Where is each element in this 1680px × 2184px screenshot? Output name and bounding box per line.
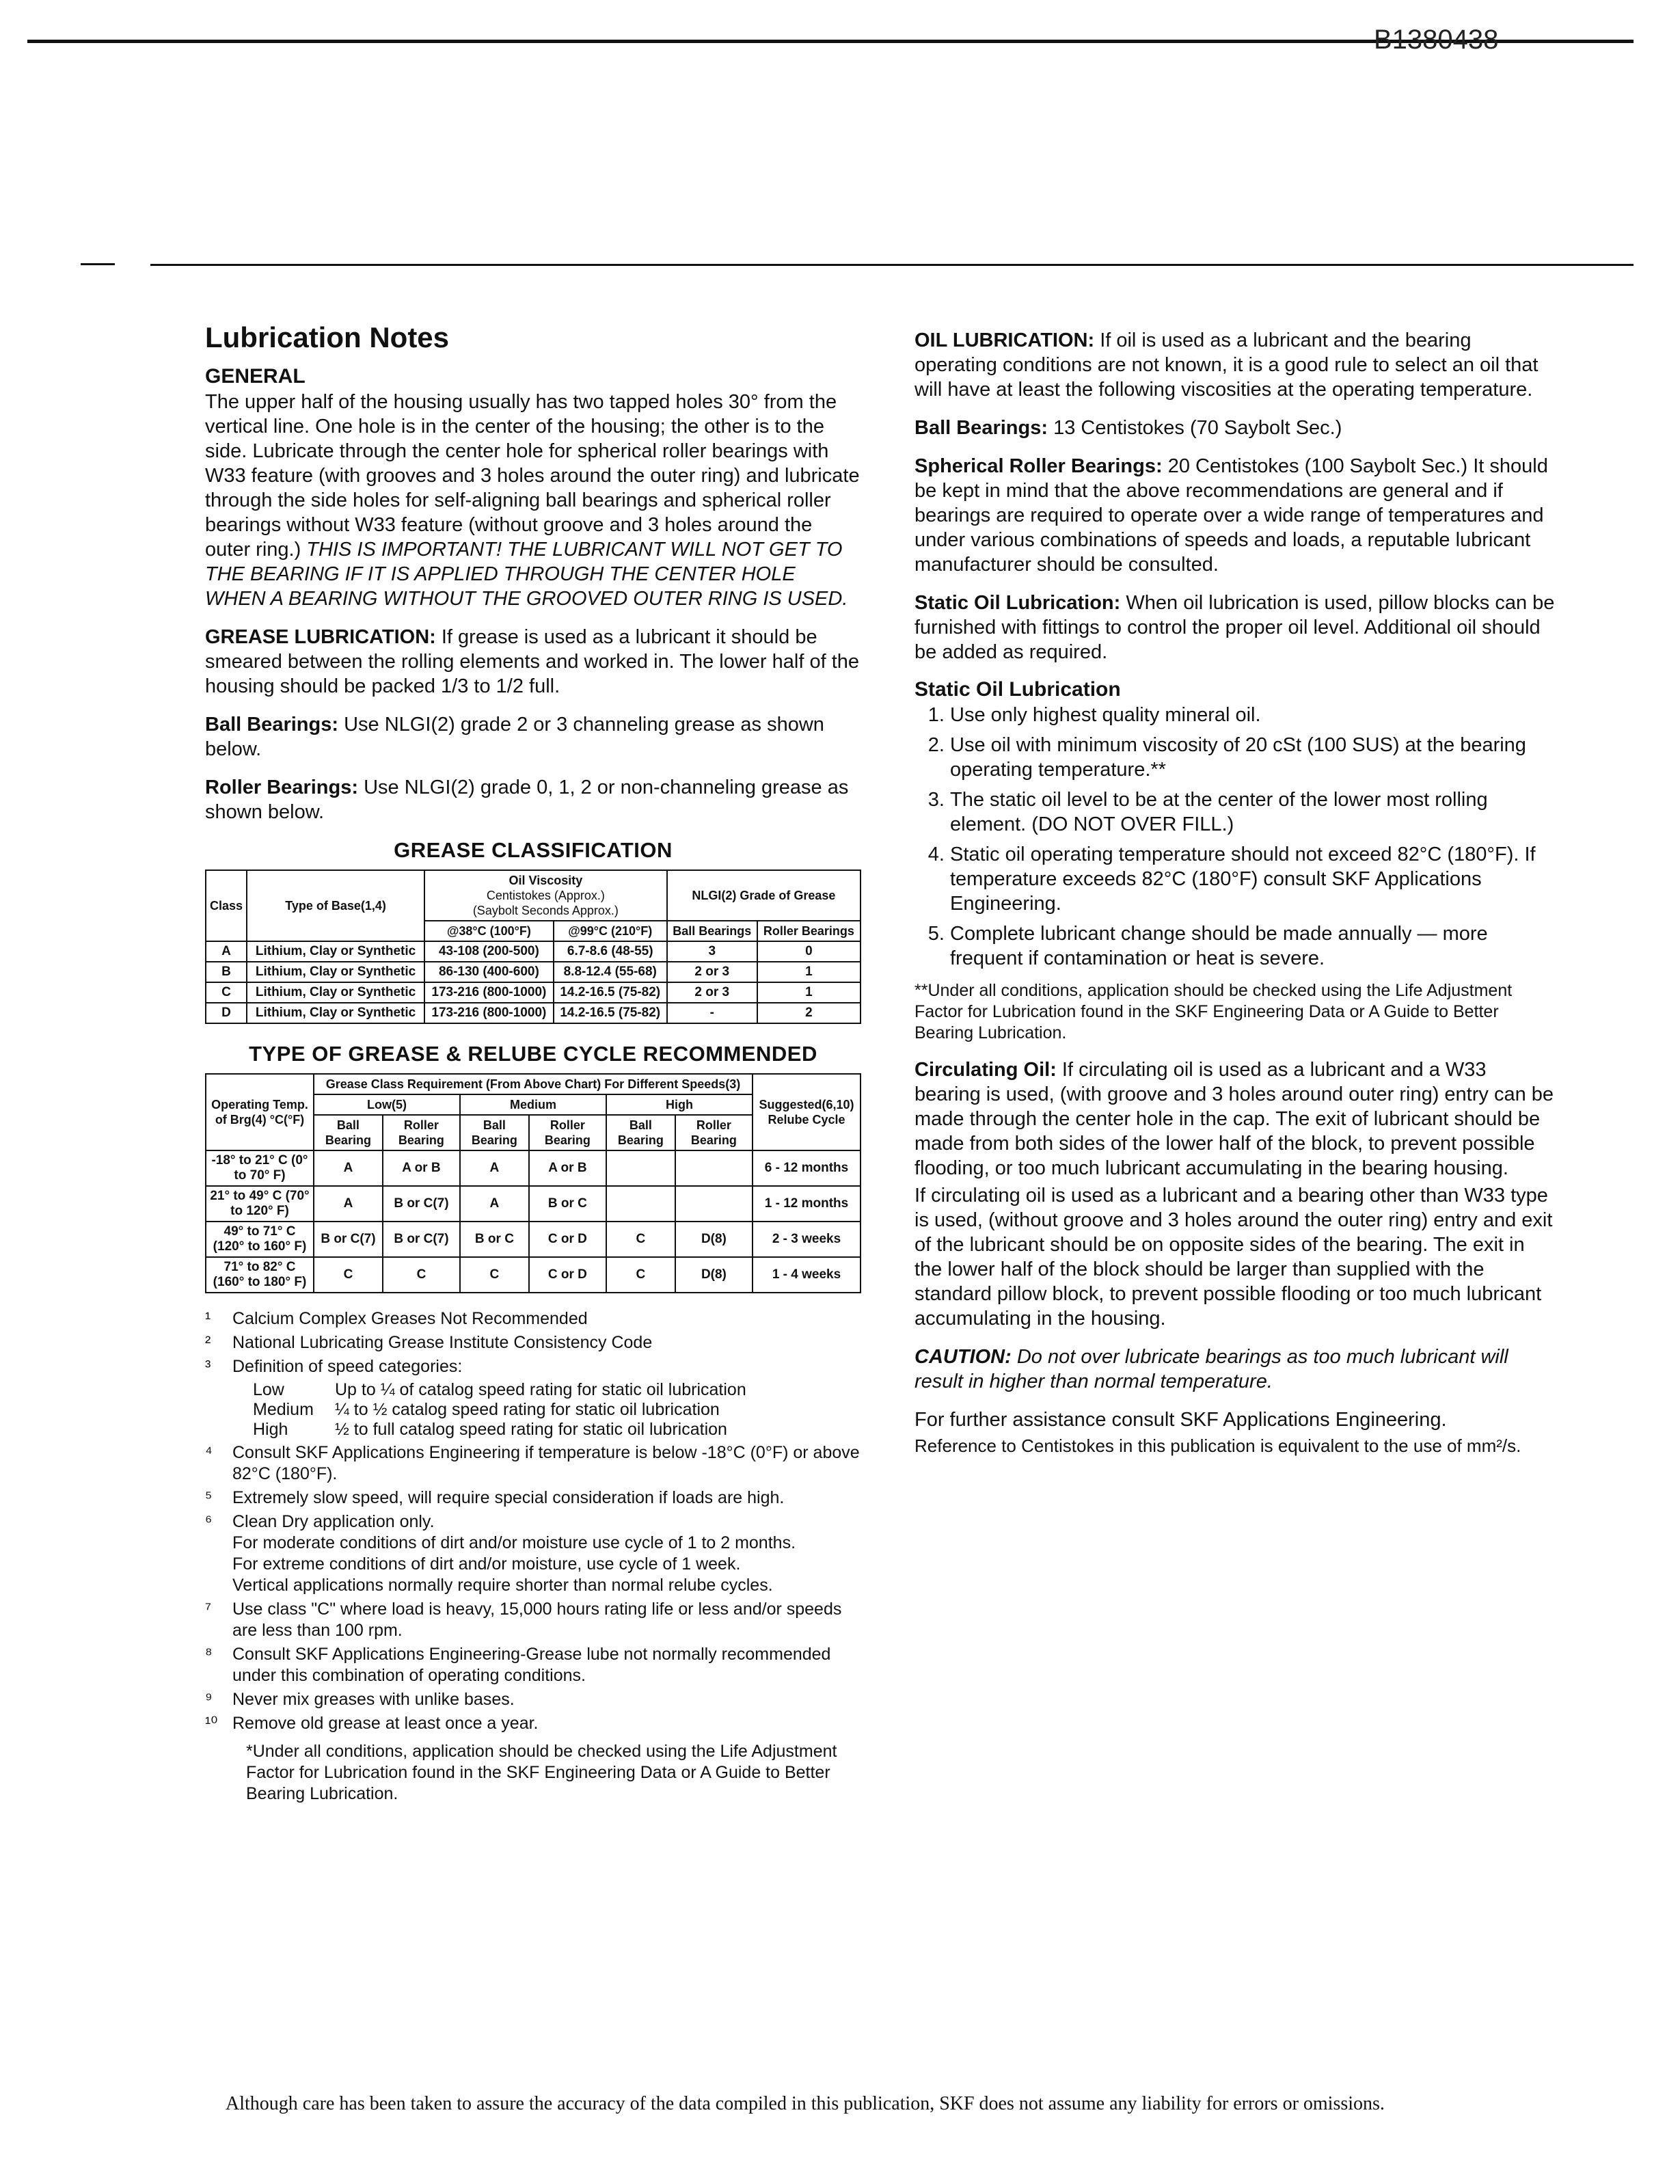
col-roller: Roller Bearings [757,921,861,941]
general-heading: GENERAL [205,365,306,388]
table-row: A Lithium, Clay or Synthetic 43-108 (200-500) 6.7-8.6 (48-55) 3 0 [206,941,861,962]
footnote-10: ¹⁰ Remove old grease at least once a year. [205,1714,539,1733]
col-nlgi: NLGI(2) Grade of Grease [667,870,861,921]
footnote-7: ⁷ Use class "C" where load is heavy, 15,000 hours rating life or less and/or speeds are less than 100 rpm. [205,1600,842,1640]
speed-medium: Medium ¼ to ½ catalog speed rating for static oil lubrication [253,1400,720,1419]
footnote-note: *Under all conditions, application should be checked using the Life Adjustment Factor for Lubrication found in the SKF Engineering Data or A Guide to Better Bearing Lubrication. [246,1742,837,1803]
reference-note: Reference to Centistokes in this publication is equivalent to the use of mm²/s. [914,1435,1521,1456]
document-id: B1380438 [1374,25,1499,55]
relube-title: TYPE OF GREASE & RELUBE CYCLE RECOMMENDED [249,1042,817,1066]
list-item: 2. Use oil with minimum viscosity of 20 cSt (100 SUS) at the bearing operating temperature.** [950,733,1557,782]
list-item: 3. The static oil level to be at the center of the lower most rolling element. (DO NOT OVER FILL.) [950,787,1557,837]
circulating-oil: Circulating Oil: If circulating oil is used as a lubricant and a W33 bearing is used, (with groove and 3 holes around outer ring) entry can be made through the center hole in the cap. The exit of lubricant should be made from both sides of the lower half of the block, to prevent possible flooding, or too much lubricant accumulating in the bearing housing. [914,1059,1554,1179]
table-row: D Lithium, Clay or Synthetic 173-216 (800-1000) 14.2-16.5 (75-82) - 2 [206,1003,861,1023]
col-class: Class [206,870,247,941]
footnote-5: ⁵ Extremely slow speed, will require special consideration if loads are high. [205,1488,785,1507]
footnotes [205,1308,861,1805]
table-row: 49° to 71° C (120° to 160° F) B or C(7) B or C(7) B or C C or D C D(8) 2 - 3 weeks [206,1222,861,1257]
col-operating-temp: Operating Temp. of Brg(4) °C(°F) [206,1074,314,1150]
col-low: Low(5) [314,1094,460,1115]
left-column [205,321,861,1807]
col-temp-38: @38°C (100°F) [424,921,554,941]
page-title: Lubrication Notes [205,321,450,353]
general-warning: THIS IS IMPORTANT! THE LUBRICANT WILL NOT GET TO THE BEARING IF IT IS APPLIED THROUGH THE CENTER HOLE WHEN A BEARING WITHOUT THE GROOVED OUTER RING IS USED. [205,539,848,610]
col-relube-cycle: Suggested(6,10) Relube Cycle [753,1074,861,1150]
footnote-8: ⁸ Consult SKF Applications Engineering-Grease lube not normally recommended under this combination of operating conditions. [205,1645,831,1685]
footnote-1: ¹ Calcium Complex Greases Not Recommended [205,1309,588,1328]
table-row: B Lithium, Clay or Synthetic 86-130 (400-600) 8.8-12.4 (55-68) 2 or 3 1 [206,962,861,982]
col-viscosity: Oil Viscosity Centistokes (Approx.) (Saybolt Seconds Approx.) [424,870,667,921]
grease-classification-table [205,869,861,1024]
assistance-note: For further assistance consult SKF Applications Engineering. [914,1409,1447,1431]
col-class-requirement: Grease Class Requirement (From Above Chart) For Different Speeds(3) [314,1074,753,1094]
static-oil-note: **Under all conditions, application should be checked using the Life Adjustment Factor for Lubrication found in the SKF Engineering Data or A Guide to Better Bearing Lubrication. [914,981,1513,1042]
oil-static-lubrication: Static Oil Lubrication: When oil lubrication is used, pillow blocks can be furnished with fittings to control the proper oil level. Additional oil should be added as required. [914,592,1555,663]
list-item: 5. Complete lubricant change should be made annually — more frequent if contamination or heat is severe. [950,921,1557,971]
right-column [914,328,1557,1470]
footnote-3: ³ Definition of speed categories: [205,1357,463,1376]
oil-ball-bearings: Ball Bearings: 13 Centistokes (70 Saybolt Sec.) [914,417,1342,439]
oil-lubrication: OIL LUBRICATION: If oil is used as a lubricant and the bearing operating conditions are not known, it is a good rule to select an oil that will have at least the following viscosities at the operating temperature. [914,329,1539,401]
grease-lubrication: GREASE LUBRICATION: If grease is used as a lubricant it should be smeared between the rolling elements and worked in. The lower half of the housing should be packed 1/3 to 1/2 full. [205,626,860,697]
col-base: Type of Base(1,4) [247,870,424,941]
footnote-6: ⁶ Clean Dry application only. For moderate conditions of dirt and/or moisture use cycle of 1 to 2 months. For extreme conditions of dirt and/or moisture, use cycle of 1 week. Vertical applications normally require shorter than normal relube cycles. [205,1512,796,1595]
oil-spherical-roller: Spherical Roller Bearings: 20 Centistokes (100 Saybolt Sec.) It should be kept in mind that the above recommendations are general and if bearings are required to operate over a wide range of temperatures and under various combinations of speeds and loads, a reputable lubricant manufacturer should be consulted. [914,455,1548,576]
footnote-2: ² National Lubricating Grease Institute Consistency Code [205,1333,653,1352]
static-oil-heading: Static Oil Lubrication [914,678,1121,701]
grease-roller-bearings: Roller Bearings: Use NLGI(2) grade 0, 1, 2 or non-channeling grease as shown below. [205,777,849,823]
static-oil-steps [914,703,1557,971]
general-text: The upper half of the housing usually has two tapped holes 30° from the vertical line. One hole is in the center of the housing; the other is to the side. Lubricate through the center hole for spherical roller bearings with W33 feature (with grooves and 3 holes around the outer ring) and lubricate through the side holes for self-aligning ball bearings and spherical roller bearings without W33 feature (without groove and 3 holes around the outer ring.) THIS IS IMPORTANT! THE LUBRICANT WILL NOT GET TO THE BEARING IF IT IS APPLIED THROUGH THE CENTER HOLE WHEN A BEARING WITHOUT THE GROOVED OUTER RING IS USED. [205,391,860,610]
speed-high: High ½ to full catalog speed rating for static oil lubrication [253,1420,727,1439]
circulating-oil-2: If circulating oil is used as a lubricant and a bearing other than W33 type is used, (without groove and 3 holes around the outer ring) entry and exit of the lubricant should be on opposite sides of the bearing. The exit in the lower half of the block should be larger than supplied with the standard pillow block, to prevent possible flooding or too much lubricant accumulating in the housing. [914,1185,1553,1330]
col-temp-99: @99°C (210°F) [554,921,667,941]
grease-ball-bearings: Ball Bearings: Use NLGI(2) grade 2 or 3 channeling grease as shown below. [205,714,824,760]
list-item: 4. Static oil operating temperature should not exceed 82°C (180°F). If temperature exceeds 82°C (180°F) consult SKF Applications Engineering. [950,842,1557,916]
speed-low: Low Up to ¼ of catalog speed rating for static oil lubrication [253,1380,746,1399]
footnote-9: ⁹ Never mix greases with unlike bases. [205,1690,515,1709]
col-ball: Ball Bearings [667,921,757,941]
list-item: 1. Use only highest quality mineral oil. [950,703,1557,727]
col-medium: Medium [460,1094,606,1115]
table-row: 71° to 82° C (160° to 180° F) C C C C or D C D(8) 1 - 4 weeks [206,1257,861,1293]
disclaimer-footer: Although care has been taken to assure the accuracy of the data compiled in this publication, SKF does not assume any liability for errors or omissions. [226,2093,1385,2114]
col-high: High [606,1094,753,1115]
caution: CAUTION: Do not over lubricate bearings as too much lubricant will result in higher than normal temperature. [914,1346,1508,1392]
grease-classification-title: GREASE CLASSIFICATION [394,838,673,862]
table-row: 21° to 49° C (70° to 120° F) A B or C(7) A B or C 1 - 12 months [206,1186,861,1222]
footnote-4: ⁴ Consult SKF Applications Engineering if temperature is below -18°C (0°F) or above 82°C (180°F). [205,1443,860,1483]
relube-table: Operating Temp. of Brg(4) °C(°F) Grease Class Requirement (From Above Chart) For Different Speeds(3) Suggested(6,10) Relube Cycle Low(5) Medium High Ball Bearing Roller Bearing Ball Bearing Roller Bearing Ball Bearing Roller Bearing -18° to 21° C (0° to 70° F) A A or B A A or B 6 - 12 months 21° to 49° C (70° to 120° F) A B or C(7) A B or C 1 - 12 months 49° to 71° C (120° to 160° F) B or C(7) B or C(7) B or C C or D C D(8) 2 - 3 weeks 71° to 82° C (160° to 180° F) C C C C or D C D(8) 1 - 4 weeks [205,1073,861,1293]
table-row: -18° to 21° C (0° to 70° F) A A or B A A or B 6 - 12 months [206,1150,861,1186]
header-rule [150,264,1634,266]
header-rule-tick [81,263,115,265]
table-row: C Lithium, Clay or Synthetic 173-216 (800-1000) 14.2-16.5 (75-82) 2 or 3 1 [206,982,861,1003]
